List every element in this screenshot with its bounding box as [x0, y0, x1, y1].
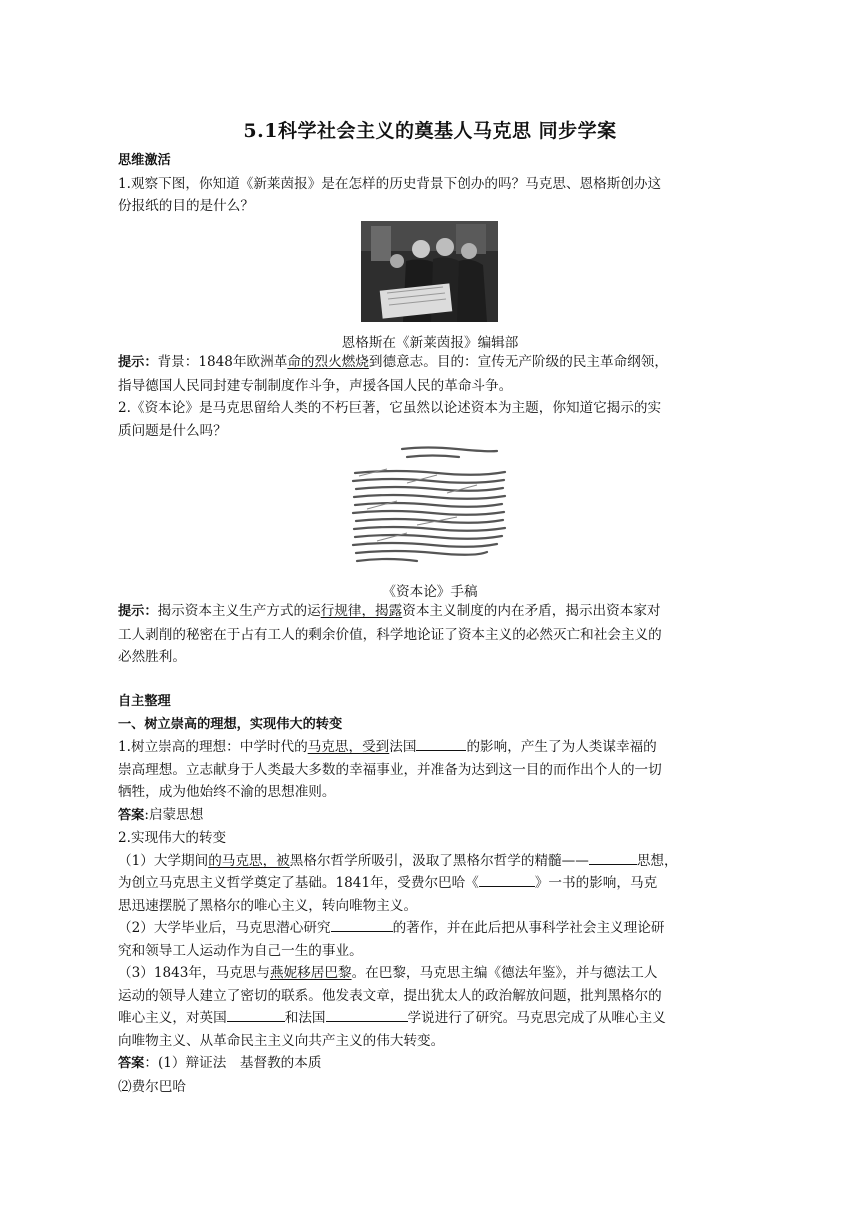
para-1-text-underlined: 马克思，受到: [307, 739, 390, 755]
fill-blank-2[interactable]: [589, 850, 637, 865]
manuscript-illustration: [347, 443, 510, 576]
para-1-line3: 牺牲，成为他始终不渝的思想准则。: [118, 784, 336, 800]
answer-2-line2: ⑵费尔巴哈: [118, 1078, 186, 1095]
para-2b-line2: 究和领导工人运动作为自己一生的事业。: [118, 942, 363, 959]
fill-blank-3[interactable]: [479, 872, 535, 887]
hint-1-text-b: 到德意志。目的：宣传无产阶级的民主革命纲领，: [368, 354, 668, 370]
para-1-line2: 崇高理想。立志献身于人类最大多数的幸福事业，并准备为达到这一目的而作出个人的一切: [118, 761, 662, 778]
para-2c-text-a: （3）1843年，马克思与: [118, 965, 270, 981]
para-2-heading: 2.实现伟大的转变: [118, 830, 227, 846]
hint-1-label: 提示：: [118, 355, 158, 370]
section-self-study: [118, 691, 744, 1098]
fill-blank-4[interactable]: [331, 917, 393, 932]
hint-1-line2: 指导德国人民同封建专制制度作斗争，声援各国人民的革命斗争。: [118, 377, 513, 394]
hint-1: [118, 351, 744, 442]
answer-2: [118, 1052, 744, 1076]
para-2c-line3-a: 唯心主义，对英国: [118, 1010, 227, 1026]
para-2a-line2-b: 》一书的影响，马克: [534, 875, 658, 891]
fill-blank-6[interactable]: [326, 1007, 408, 1022]
capital-manuscript-image: [347, 443, 510, 576]
para-1-text-c: 的影响，产生了为人类谋幸福的: [466, 739, 657, 755]
hint-2-text-a: 揭示资本主义生产方式的运: [157, 603, 321, 619]
question-2-line1: 2.《资本论》是马克思留给人类的不朽巨著，它虽然以论述资本为主题，你知道它揭示的实: [118, 400, 662, 416]
hint-1-text-underlined: 命的烈火燃烧: [287, 354, 369, 370]
answer-1-text: :启蒙思想: [144, 806, 204, 823]
question-1-line2: 份报纸的目的是什么？: [118, 198, 254, 214]
fill-blank-5[interactable]: [227, 1007, 285, 1022]
para-2c-line2: 运动的领导人建立了密切的联系。他发表文章，提出犹太人的政治解放问题，批判黑格尔的: [118, 987, 662, 1004]
hint-2: [118, 600, 744, 669]
para-2a-text-underlined: 的马克思，被: [208, 852, 290, 869]
para-2b-text-b: 的著作，并在此后把从事科学社会主义理论研: [392, 920, 665, 936]
page-title: 5.1科学社会主义的奠基人马克思 同步学案: [243, 120, 617, 142]
para-2a-text-b: 黑格尔哲学所吸引，汲取了黑格尔哲学的精髓——: [289, 852, 589, 869]
hint-2-line2: 工人剥削的秘密在于占有工人的剩余价值，科学地论证了资本主义的必然灭亡和社会主义的: [118, 626, 662, 643]
engels-editorial-photo: [361, 221, 498, 322]
section-heading-self-study: 自主整理: [118, 694, 171, 709]
para-2b-line1: [118, 917, 744, 940]
hint-1-line1: [118, 351, 744, 375]
hint-2-label: 提示：: [118, 604, 158, 619]
para-2a-line3: 思迅速摆脱了黑格尔的唯心主义，转向唯物主义。: [118, 897, 418, 914]
manuscript-caption: 《资本论》手稿: [382, 584, 478, 600]
hint-2-text-b: 资本主义制度的内在矛盾，揭示出资本家对: [402, 603, 661, 619]
question-2-line2: 质问题是什么吗？: [118, 422, 227, 439]
para-2c-line4: 向唯物主义、从革命民主主义向共产主义的伟大转变。: [118, 1032, 445, 1049]
subheading-ideal: 一、树立崇高的理想，实现伟大的转变: [118, 716, 343, 732]
question-1-line1: 1.观察下图，你知道《新莱茵报》是在怎样的历史背景下创办的吗？马克思、恩格斯创办这: [118, 175, 662, 192]
photo-caption: 恩格斯在《新莱茵报》编辑部: [341, 335, 519, 351]
hint-2-line3: 必然胜利。: [118, 649, 186, 665]
para-2a-text-a: （1）大学期间: [118, 852, 209, 869]
para-1-text-a: 1.树立崇高的理想：中学时代的: [118, 739, 308, 755]
para-2c-line3-b: 和法国: [284, 1010, 326, 1026]
photo-illustration: [361, 221, 498, 322]
fill-blank-1[interactable]: [416, 736, 466, 751]
para-2c-line1: [118, 962, 744, 985]
para-2c-line3-c: 学说进行了研究。马克思完成了从唯心主义: [407, 1010, 666, 1026]
para-2a-line2: [118, 872, 744, 895]
para-2c-text-underlined: 燕妮移居巴黎: [270, 965, 352, 981]
answer-2-label: 答案: [118, 1056, 145, 1071]
answer-1-label: 答案: [118, 807, 145, 823]
answer-1: [118, 804, 744, 828]
answer-2-text: ：(1）辩证法 基督教的本质: [144, 1055, 322, 1071]
hint-1-text-a: 背景：1848年欧洲革: [157, 354, 288, 370]
para-2b-text-a: （2）大学毕业后，马克思潜心研究: [118, 920, 331, 936]
section-thinking: [118, 150, 744, 218]
para-1-line1: [118, 736, 744, 759]
para-2c-text-b: 。在巴黎，马克思主编《德法年鉴》，并与德法工人: [351, 965, 658, 981]
para-2a-text-c: 思想，: [636, 852, 678, 869]
para-2a-line1: [118, 850, 744, 873]
para-1-text-b: 法国: [389, 739, 417, 755]
hint-2-line1: [118, 600, 744, 624]
para-2a-line2-a: 为创立马克思主义哲学奠定了基础。1841年，受费尔巴哈《: [118, 875, 479, 891]
para-2c-line3: [118, 1007, 744, 1030]
hint-2-text-underlined: 行规律，揭露: [320, 603, 403, 619]
section-heading-thinking: 思维激活: [118, 153, 171, 168]
